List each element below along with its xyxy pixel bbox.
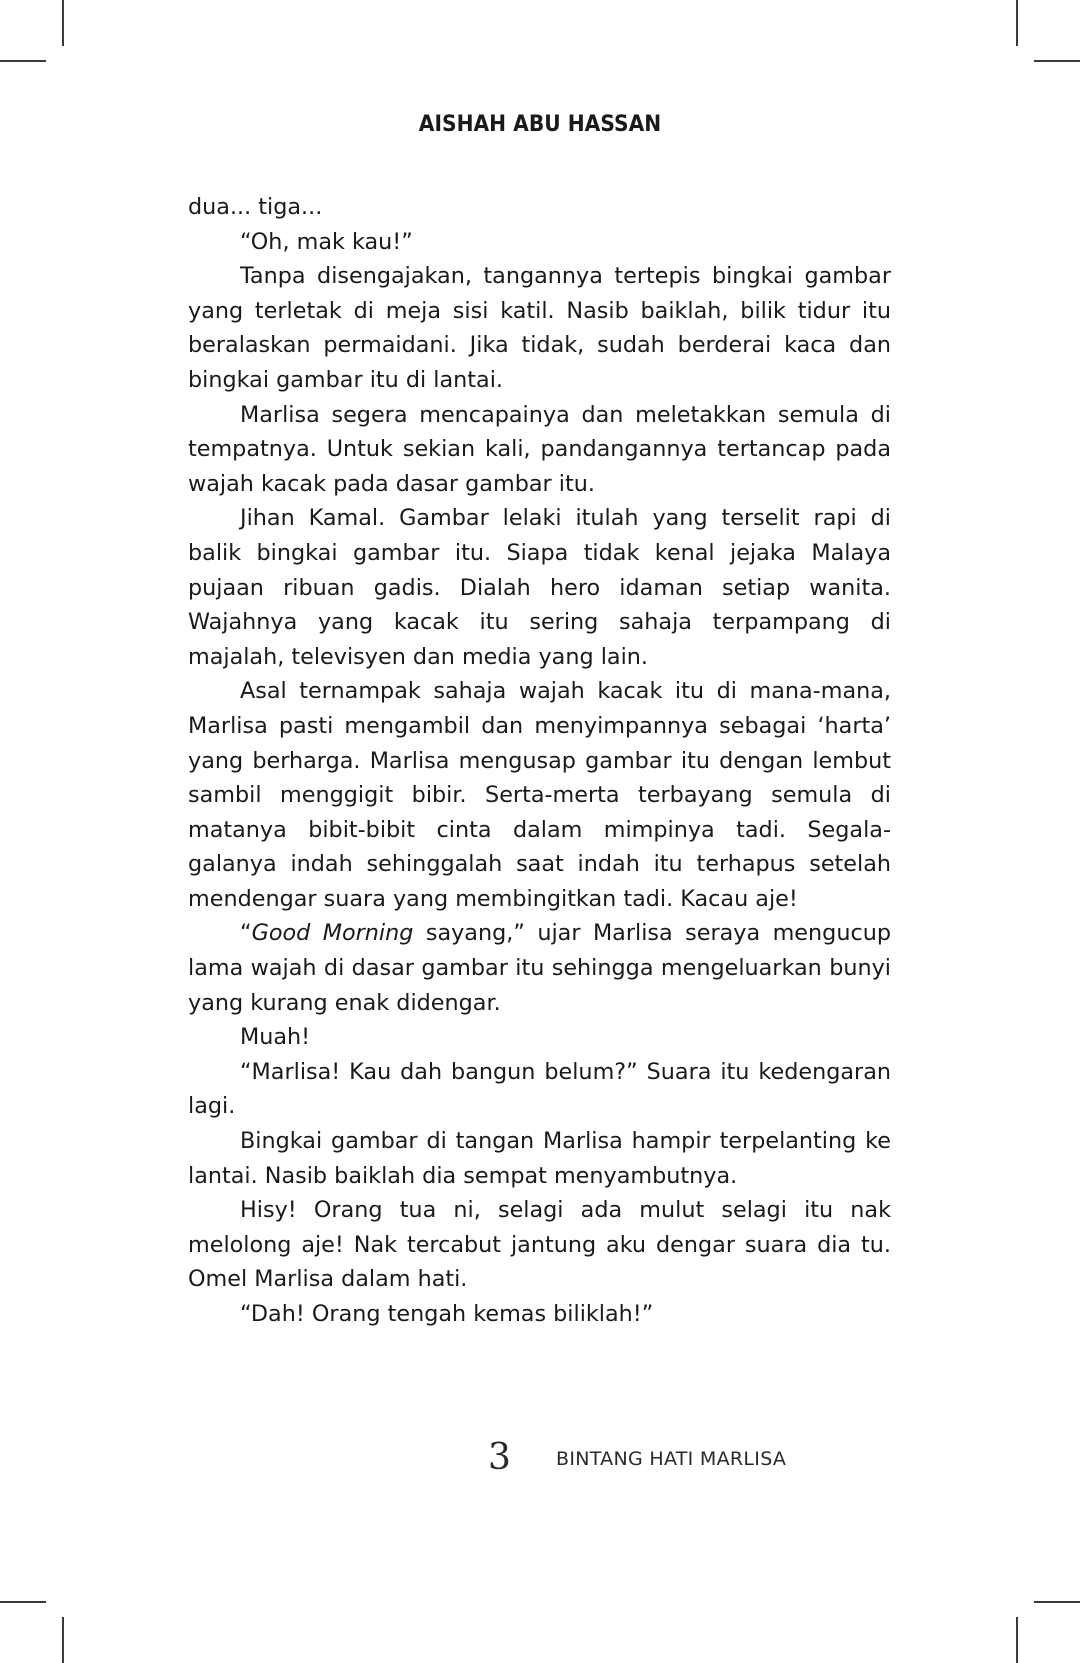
crop-mark-bottom-right-horizontal	[1034, 1601, 1080, 1603]
paragraph: Muah!	[240, 1024, 311, 1051]
paragraph: Marlisa segera mencapainya dan meletakkan semula di tempatnya. Untuk sekian kali, pandangannya tertancap pada wajah kacak pada dasar gambar itu.	[188, 401, 891, 497]
running-head-author: AISHAH ABU HASSAN	[418, 112, 662, 137]
crop-mark-top-right-vertical	[1016, 0, 1018, 46]
paragraph: dua... tiga...	[188, 194, 323, 220]
open-quote: “	[240, 920, 252, 947]
crop-mark-top-right-horizontal	[1034, 60, 1080, 62]
paragraph: Bingkai gambar di tangan Marlisa hampir terpelanting ke lantai. Nasib baiklah dia sempat menyambutnya.	[188, 1128, 891, 1189]
paragraph: “Dah! Orang tengah kemas biliklah!”	[240, 1301, 654, 1327]
italic-phrase: Good Morning	[251, 920, 414, 947]
paragraph: Hisy! Orang tua ni, selagi ada mulut selagi itu nak melolong aje! Nak tercabut jantung aku dengar suara dia tu. Omel Marlisa dalam hati.	[188, 1197, 891, 1293]
paragraph: “Oh, mak kau!”	[240, 228, 413, 255]
crop-mark-top-left-horizontal	[0, 60, 46, 62]
crop-mark-bottom-right-vertical	[1016, 1617, 1018, 1663]
paragraph: “Marlisa! Kau dah bangun belum?” Suara itu kedengaran lagi.	[188, 1058, 891, 1120]
crop-mark-bottom-left-vertical	[62, 1617, 64, 1663]
dialogue-rest: sayang,” ujar Marlisa seraya mengucup lama wajah di dasar gambar itu sehingga mengeluarkan bunyi yang kurang enak didengar.	[188, 920, 891, 1016]
page-number: 3	[488, 1437, 511, 1478]
paragraph: Jihan Kamal. Gambar lelaki itulah yang terselit rapi di balik bingkai gambar itu. Siapa tidak kenal jejaka Malaya pujaan ribuan gadis. Dialah hero idaman setiap wanita. Wajahnya yang kacak itu sering sahaja terpampang di majalah, televisyen dan media yang lain.	[188, 505, 891, 670]
book-title: BINTANG HATI MARLISA	[556, 1448, 787, 1470]
paragraph: Tanpa disengajakan, tangannya tertepis bingkai gambar yang terletak di meja sisi katil. Nasib baiklah, bilik tidur itu beralaskan permaidani. Jika tidak, sudah berderai kaca dan bingkai gambar itu di lantai.	[188, 263, 891, 393]
paragraph-dialogue	[188, 916, 891, 1020]
paragraph: Asal ternampak sahaja wajah kacak itu di mana-mana, Marlisa pasti mengambil dan menyimpannya sebagai ‘harta’ yang berharga. Marlisa mengusap gambar itu dengan lembut sambil menggigit bibir. Serta-merta terbayang semula di matanya bibit-bibit cinta dalam mimpinya tadi. Segala-galanya indah sehinggalah saat indah itu terhapus setelah mendengar suara yang membingitkan tadi. Kacau aje!	[188, 678, 891, 912]
body-text	[188, 190, 891, 1332]
crop-mark-bottom-left-horizontal	[0, 1601, 46, 1603]
crop-mark-top-left-vertical	[62, 0, 64, 46]
